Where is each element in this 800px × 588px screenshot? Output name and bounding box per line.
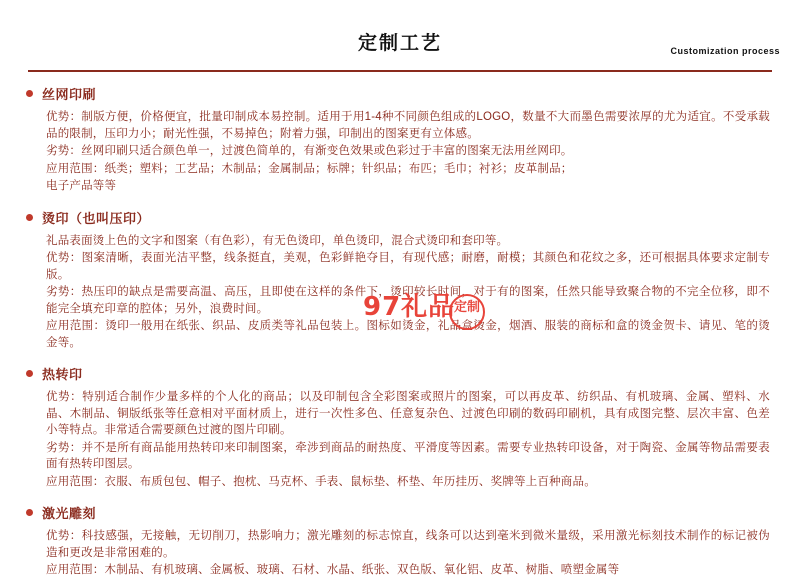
section-paragraph: 应用范围：纸类；塑料；工艺品；木制品；金属制品；标牌；针织品；布匹；毛巾；衬衫；皮革制品； [46, 162, 573, 175]
content-body [14, 72, 786, 579]
bullet-icon [26, 214, 33, 221]
section-paragraph: 优势：科技感强，无接触，无切削刀，热影响力；激光雕刻的标志惊直，线条可以达到毫米到微米量级，采用激光标刻技术制作的标记被伪造和更改是非常困难的。 [46, 530, 770, 559]
bullet-icon [26, 90, 33, 97]
section-hot-stamping [14, 208, 786, 352]
bullet-icon [26, 370, 33, 377]
section-thermal-transfer [14, 364, 786, 490]
section-paragraph: 应用范围：木制品、有机玻璃、金属板、玻璃、石材、水晶、纸张、双色版、氧化铝、皮革、树脂、喷塑金属等 [46, 564, 620, 576]
section-paragraph: 优势：特别适合制作少量多样的个人化的商品；以及印制包含全彩图案或照片的图案，可以再皮革、纺织品、有机玻璃、金属、塑料、水晶、木制品、铜版纸张等任意相对平面材质上，进行一次性多色、任意复杂色、过渡色印刷的数码印刷机，具有成图完整、层次丰富、色差小等特点。非常适合需要颜色过渡的图片印刷。 [46, 391, 770, 436]
section-paragraph: 劣势：热压印的缺点是需要高温、高压，且即使在这样的条件下，烫印较长时间，对于有的图案，任然只能导致聚合物的不完全位移，即不能完全填充印章的腔体；另外，浪费时间。 [46, 286, 770, 315]
section-paragraph: 劣势：并不是所有商品能用热转印来印制图案，牵涉到商品的耐热度、平滑度等因素。需要专业热转印设备，对于陶瓷、金属等物品需要表面有热转印图层。 [46, 441, 770, 470]
section-laser-engraving [14, 503, 786, 579]
section-paragraph: 电子产品等等 [46, 180, 117, 192]
watermark-stamp: 定制 [449, 294, 485, 330]
page-header [14, 0, 786, 72]
section-paragraph: 礼品表面烫上色的文字和图案（有色彩），有无色烫印，单色烫印，混合式烫印和套印等。 [46, 234, 509, 247]
section-paragraph: 优势：制版方便，价格便宜，批量印制成本易控制。适用于用1-4种不同颜色组成的LOGO，数量不大而墨色需要浓厚的尤为适宜。不受承载品的限制，压印力小；耐光性强，不易掉色；附着力强，印制出的图案更有立体感。 [46, 111, 770, 140]
section-paragraph: 劣势：丝网印刷只适合颜色单一，过渡色简单的，有渐变色效果或色彩过于丰富的图案无法用丝网印。 [46, 145, 573, 157]
section-paragraph: 优势：图案清晰，表面光洁平整，线条挺直，美观，色彩鲜艳夺目，有现代感；耐磨，耐模；其颜色和花纹之多，还可根据具体要求定制专版。 [46, 252, 770, 281]
section-silkscreen [14, 84, 786, 195]
page-title: 定制工艺 [357, 33, 442, 54]
section-paragraph: 应用范围：烫印一般用在纸张、织品、皮质类等礼品包装上。图标如烫金，礼品盒烫金，烟酒、服装的商标和盒的烫金贺卡、请见、笔的烫金等。 [46, 320, 770, 349]
watermark-text: 97礼品 [363, 292, 456, 322]
bullet-icon [26, 509, 33, 516]
section-heading [26, 364, 786, 383]
section-paragraph: 应用范围：衣服、布质包包、帽子、抱枕、马克杯、手表、鼠标垫、杯垫、年历挂历、奖牌等上百种商品。 [46, 475, 596, 488]
section-heading [26, 84, 786, 103]
section-title: 激光雕刻 [42, 506, 97, 521]
section-title: 烫印（也叫压印） [42, 210, 151, 226]
section-heading [26, 208, 786, 227]
page-subtitle: Customization process [670, 46, 780, 56]
section-title: 丝网印刷 [42, 87, 97, 102]
section-title: 热转印 [42, 367, 83, 382]
section-heading [26, 503, 786, 522]
